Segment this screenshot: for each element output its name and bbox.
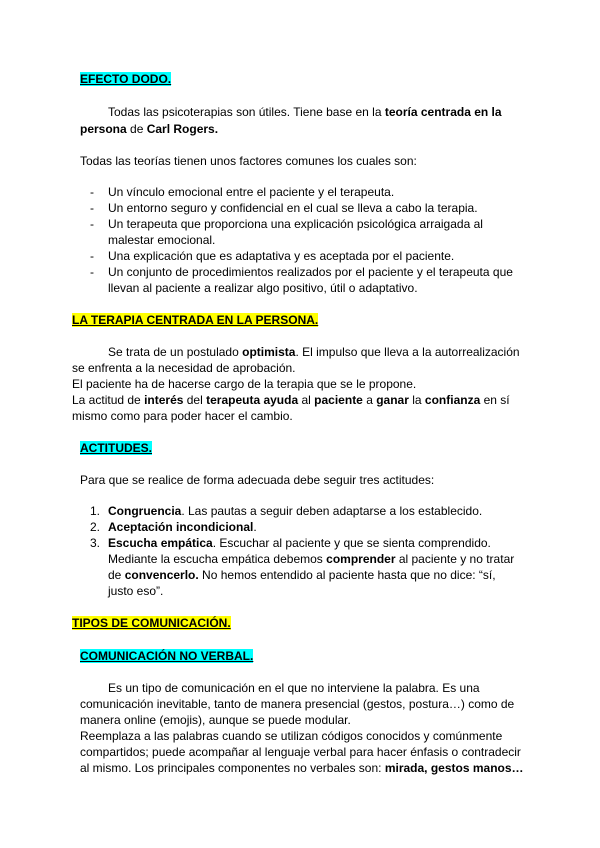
heading-efecto-dodo: EFECTO DODO. xyxy=(80,72,172,86)
list-item: Un conjunto de procedimientos realizados por el paciente y el terapeuta que xyxy=(108,265,513,279)
list-number: 2. xyxy=(90,520,101,534)
list-item-continuation: Mediante la escucha empática debemos comprender al paciente y no tratar xyxy=(108,552,515,566)
list-item: Un vínculo emocional entre el paciente y el terapeuta. xyxy=(108,185,395,199)
list-number: 1. xyxy=(90,504,101,518)
bullet-marker: - xyxy=(90,249,94,263)
paragraph-line: Es un tipo de comunicación en el que no interviene la palabra. Es una xyxy=(108,681,480,695)
paragraph-line: Todas las psicoterapias son útiles. Tiene base en la teoría centrada en la xyxy=(108,105,502,119)
list-item-continuation: malestar emocional. xyxy=(108,233,216,247)
heading-tipos-comunicacion: TIPOS DE COMUNICACIÓN. xyxy=(72,616,231,630)
paragraph-line: persona de Carl Rogers. xyxy=(80,122,219,136)
list-item-continuation: justo eso”. xyxy=(108,584,164,598)
heading-comunicacion-no-verbal: COMUNICACIÓN NO VERBAL. xyxy=(80,649,254,663)
factors-intro: Todas las teorías tienen unos factores comunes los cuales son: xyxy=(80,154,417,168)
paragraph-line: La actitud de interés del terapeuta ayuda al paciente a ganar la confianza en sí xyxy=(72,393,510,407)
list-item: Aceptación incondicional. xyxy=(108,520,257,534)
list-item: Escucha empática. Escuchar al paciente y que se sienta comprendido. xyxy=(108,536,491,550)
paragraph-line: El paciente ha de hacerse cargo de la terapia que se le propone. xyxy=(72,377,417,391)
list-number: 3. xyxy=(90,536,101,550)
bullet-marker: - xyxy=(90,265,94,279)
paragraph-line: Reemplaza a las palabras cuando se utilizan códigos conocidos y comúnmente xyxy=(80,729,503,743)
paragraph-line: Se trata de un postulado optimista. El impulso que lleva a la autorrealización xyxy=(108,345,520,359)
paragraph-line: compartidos; puede acompañar al lenguaje verbal para hacer énfasis o contradecir xyxy=(80,745,521,759)
paragraph-line: comunicación inevitable, tanto de manera presencial (gestos, postura…) como de xyxy=(80,697,515,711)
paragraph-line: mismo como para poder hacer el cambio. xyxy=(72,409,293,423)
list-item: Una explicación que es adaptativa y es aceptada por el paciente. xyxy=(108,249,455,263)
bullet-marker: - xyxy=(90,201,94,215)
paragraph-line: se enfrenta a la necesidad de aprobación. xyxy=(72,361,296,375)
list-item: Congruencia. Las pautas a seguir deben adaptarse a los establecido. xyxy=(108,504,483,518)
list-item-continuation: de convencerlo. No hemos entendido al paciente hasta que no dice: “sí, xyxy=(108,568,496,582)
list-item-continuation: llevan al paciente a realizar algo positivo, útil o adaptativo. xyxy=(108,281,418,295)
heading-terapia-centrada: LA TERAPIA CENTRADA EN LA PERSONA. xyxy=(72,313,319,327)
list-item: Un entorno seguro y confidencial en el cual se lleva a cabo la terapia. xyxy=(108,201,478,215)
heading-actitudes: ACTITUDES. xyxy=(80,441,152,455)
paragraph-line: al mismo. Los principales componentes no verbales son: mirada, gestos manos… xyxy=(80,761,524,775)
actitudes-intro: Para que se realice de forma adecuada debe seguir tres actitudes: xyxy=(80,473,435,487)
paragraph-line: manera online (emojis), aunque se puede modular. xyxy=(80,713,351,727)
list-item: Un terapeuta que proporciona una explicación psicológica arraigada al xyxy=(108,217,483,231)
bullet-marker: - xyxy=(90,185,94,199)
bullet-marker: - xyxy=(90,217,94,231)
